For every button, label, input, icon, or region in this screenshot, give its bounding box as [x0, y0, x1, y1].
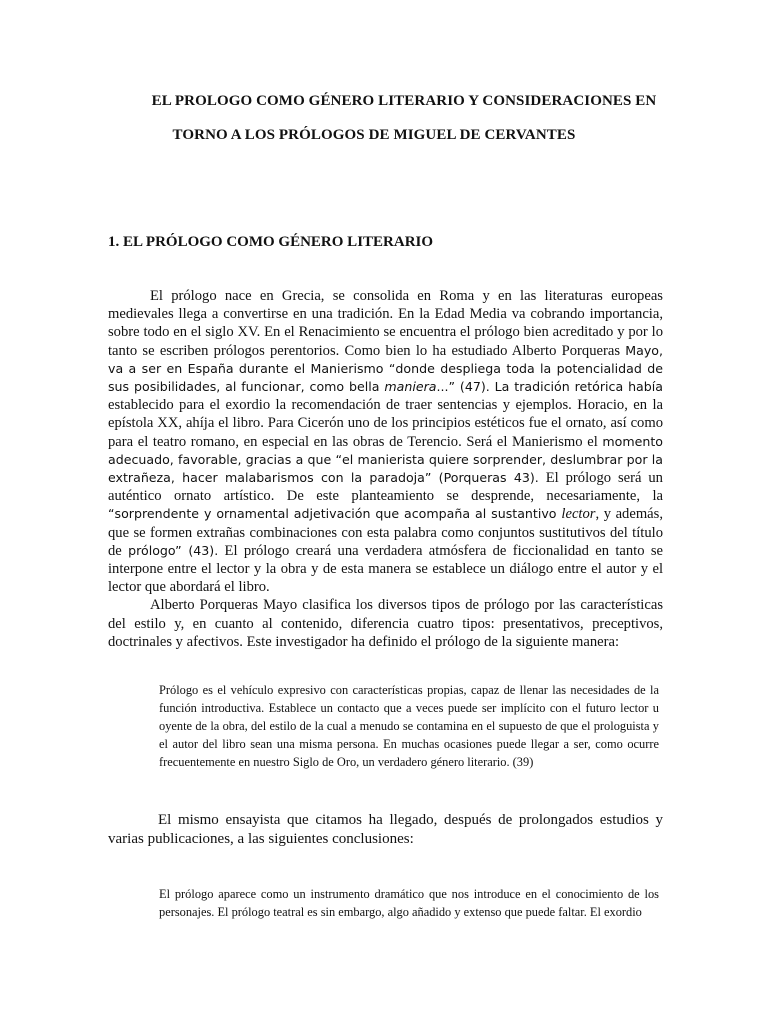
paragraph-1-text-e: momento adecuado, favorable, gracias a que “el manierista quiere sorprender, deslumbrar por la extrañeza, hacer malabarismos con la paradoja” (Porqueras 43). — [108, 433, 663, 486]
document-title-line-2: TORNO A LOS PRÓLOGOS DE MIGUEL DE CERVANTES — [172, 127, 576, 143]
section-heading: 1. EL PRÓLOGO COMO GÉNERO LITERARIO — [108, 234, 434, 250]
paragraph-1-text-a: El prólogo nace en Grecia, se consolida en Roma y en las literaturas europeas medievales llega a convertirse en una tradición. En la Edad Media va cobrando importancia, sobre todo en el siglo XV. En el Renacimiento se encuentra el prólogo bien acreditado y por lo tanto se escriben prólogos perentorios. Como bien lo ha estudiado Alberto Porqueras — [108, 288, 663, 359]
paragraph-1-text-j: El prólogo creará una verdadera atmósfera de ficcionalidad en tanto se interpone entre el lector y la obra y de esta manera se establece un diálogo entre el autor y el lector que abordará el libro. — [108, 542, 663, 596]
paragraph-1-text-g: “sorprendente y ornamental adjetivación que acompaña al sustantivo — [108, 506, 562, 522]
paragraph-1-italic-lector: lector — [561, 506, 596, 523]
paragraph-1-text-f: El prólogo será un auténtico ornato artístico. De este planteamiento se desprende, necesariamente, la — [108, 470, 663, 505]
body-paragraphs-1 — [108, 287, 663, 651]
paragraph-2: Alberto Porqueras Mayo clasifica los diversos tipos de prólogo por las características del estilo y, en cuanto al contenido, diferencia cuatro tipos: presentativos, preceptivos, doctrinales y afectivos. Este investigador ha definido el prólogo de la siguiente manera: — [108, 597, 663, 650]
paragraph-1-text-b: Mayo, va a ser en España durante el Manierismo “donde despliega toda la potencialidad de sus posibilidades, al funcionar, como bella — [108, 342, 663, 395]
paragraph-1-italic-maniera: maniera — [384, 379, 437, 395]
paragraph-3: El mismo ensayista que citamos ha llegado, después de prolongados estudios y varias publicaciones, a las siguientes conclusiones: — [108, 812, 663, 847]
paragraph-1-text-d: establecido para el exordio la recomendación de traer sentencias y ejemplos. Horacio, en la epístola XX, ahíja el libro. Para Cicerón uno de los principios estéticos fue el ornato, así como para el teatro romano, en especial en las obras de Terencio. Será el Manierismo el — [108, 397, 663, 450]
paragraph-1-text-i: prólogo” (43). — [128, 542, 219, 558]
body-paragraphs-2 — [108, 811, 663, 849]
paragraph-1 — [108, 287, 663, 596]
paragraph-1-text-c: ...” (47). La tradición retórica había — [436, 379, 663, 395]
paragraph-1-text-h: , y además, que se formen extrañas combinaciones con esta palabra como conjuntos sustitutivos del título de — [108, 506, 663, 559]
document-title-line-1: EL PROLOGO COMO GÉNERO LITERARIO Y CONSIDERACIONES EN — [151, 93, 657, 109]
block-quote-1: Prólogo es el vehículo expresivo con características propias, capaz de llenar las necesidades de la función introductiva. Establece un contacto que a veces puede ser implícito con el futuro lector u oyente de la obra, del estilo de la cual a menudo se contamina en el supuesto de que el prologuista y el autor del libro sean una misma persona. En muchas ocasiones puede llegar a ser, como ocurre frecuentemente en nuestro Siglo de Oro, un verdadero género literario. (39) — [159, 683, 659, 770]
block-quote-2: El prólogo aparece como un instrumento dramático que nos introduce en el conocimiento de los personajes. El prólogo teatral es sin embargo, algo añadido y extenso que puede faltar. El exordio — [159, 887, 659, 920]
